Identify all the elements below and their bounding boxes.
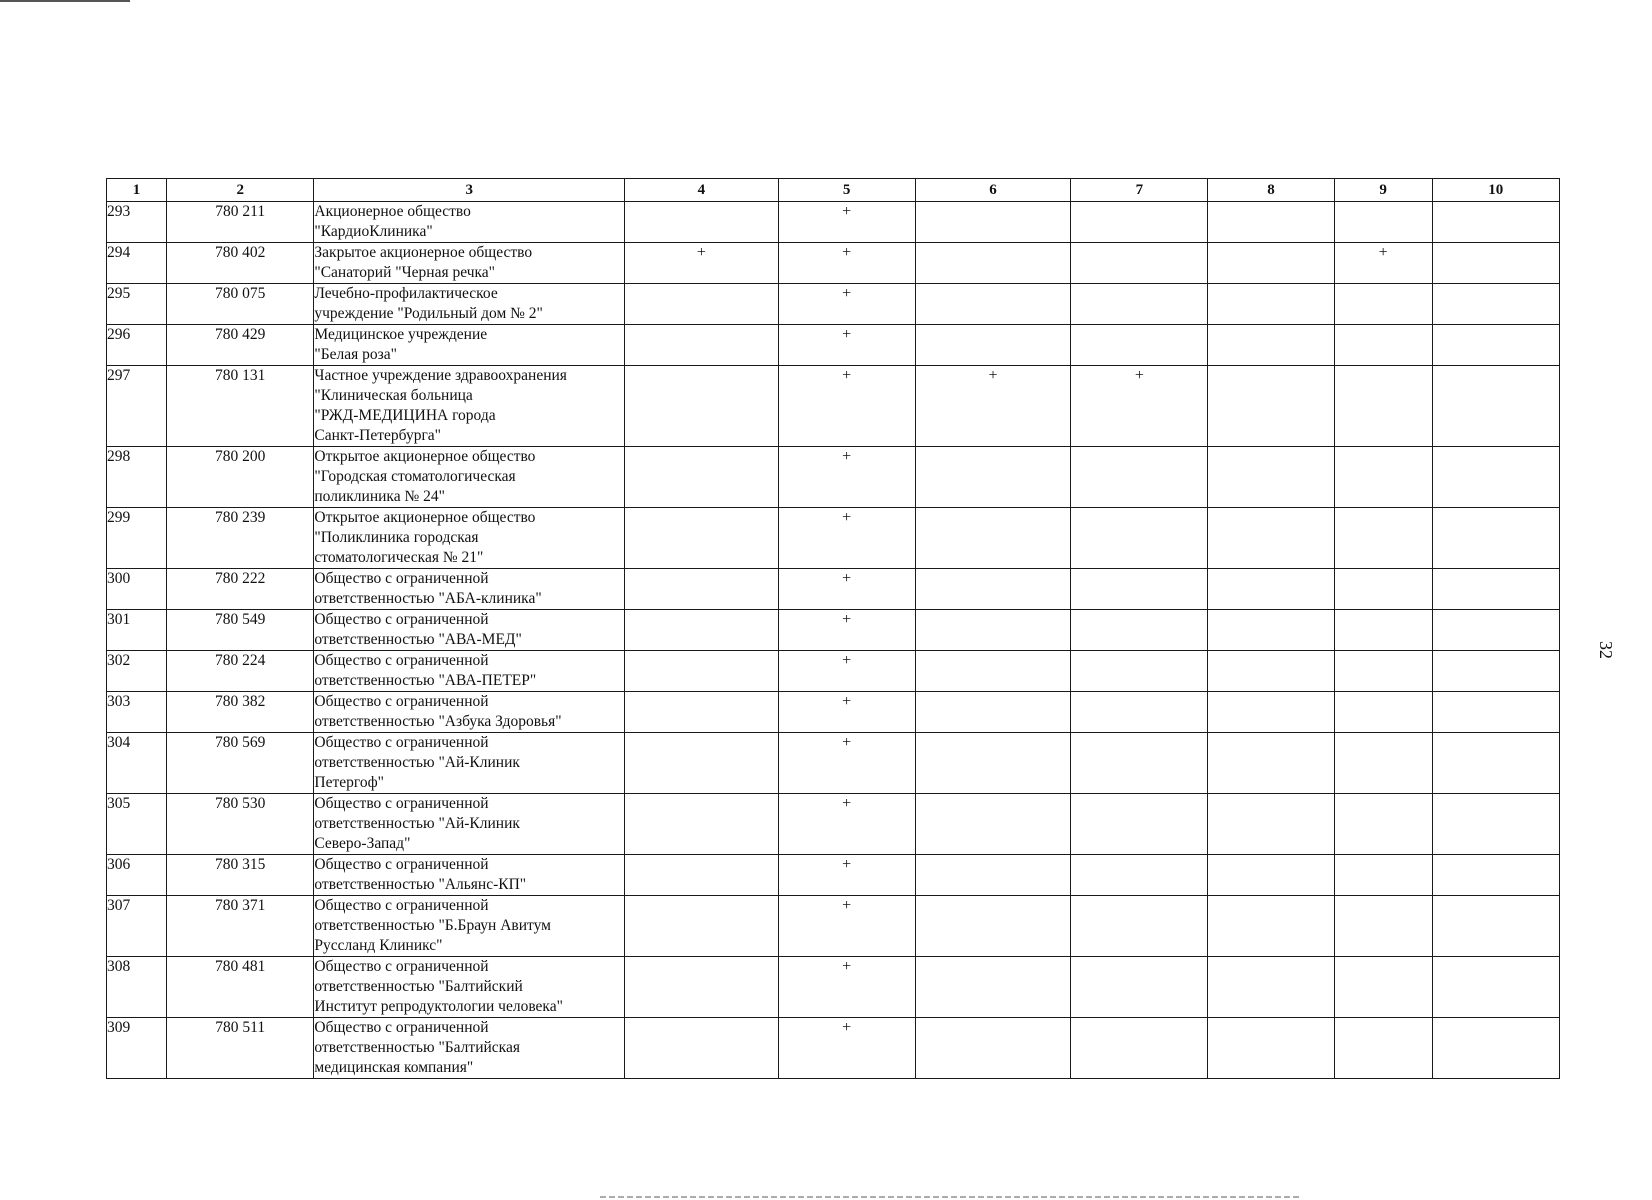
column-header-9: 9 [1334,179,1432,202]
mark-cell-col-8 [1208,610,1334,651]
mark-cell-col-10 [1432,243,1559,284]
mark-cell-col-6 [915,896,1071,957]
table-row [107,733,1560,794]
row-number: 304 [107,733,167,794]
organization-name: Открытое акционерное общество "Поликлиника городская стоматологическая № 21" [314,508,625,569]
organization-code: 780 402 [167,243,314,284]
mark-cell-col-5: + [778,325,915,366]
mark-cell-col-7 [1071,692,1208,733]
organization-name: Общество с ограниченной ответственностью "Ай-Клиник Петергоф" [314,733,625,794]
mark-cell-col-8 [1208,1018,1334,1079]
mark-cell-col-5: + [778,651,915,692]
mark-cell-col-9 [1334,366,1432,447]
column-header-5: 5 [778,179,915,202]
organization-name: Общество с ограниченной ответственностью "Б.Браун Авитум Руссланд Клиникс" [314,896,625,957]
mark-cell-col-8 [1208,569,1334,610]
mark-cell-col-5: + [778,366,915,447]
mark-cell-col-5: + [778,1018,915,1079]
mark-cell-col-4 [624,1018,778,1079]
organization-code: 780 569 [167,733,314,794]
mark-cell-col-8 [1208,366,1334,447]
mark-cell-col-10 [1432,1018,1559,1079]
mark-cell-col-10 [1432,610,1559,651]
mark-cell-col-4 [624,366,778,447]
organization-name: Общество с ограниченной ответственностью "Ай-Клиник Северо-Запад" [314,794,625,855]
table-row [107,325,1560,366]
row-number: 298 [107,447,167,508]
organization-name: Общество с ограниченной ответственностью "Балтийский Институт репродуктологии человека" [314,957,625,1018]
table-row [107,692,1560,733]
mark-cell-col-4 [624,202,778,243]
organization-code: 780 315 [167,855,314,896]
mark-cell-col-9 [1334,447,1432,508]
mark-cell-col-10 [1432,366,1559,447]
mark-cell-col-9 [1334,733,1432,794]
scan-bottom-mark [600,1196,1300,1198]
organization-name: Медицинское учреждение "Белая роза" [314,325,625,366]
organization-code: 780 382 [167,692,314,733]
mark-cell-col-5: + [778,957,915,1018]
organization-code: 780 222 [167,569,314,610]
scan-edge-mark [0,0,130,2]
organization-code: 780 530 [167,794,314,855]
mark-cell-col-7 [1071,957,1208,1018]
mark-cell-col-9 [1334,651,1432,692]
mark-cell-col-6 [915,692,1071,733]
mark-cell-col-8 [1208,692,1334,733]
row-number: 301 [107,610,167,651]
mark-cell-col-10 [1432,692,1559,733]
column-header-7: 7 [1071,179,1208,202]
organization-name: Общество с ограниченной ответственностью "АБА-клиника" [314,569,625,610]
organization-name: Закрытое акционерное общество "Санаторий "Черная речка" [314,243,625,284]
row-number: 307 [107,896,167,957]
column-header-1: 1 [107,179,167,202]
mark-cell-col-5: + [778,610,915,651]
table-row [107,243,1560,284]
mark-cell-col-8 [1208,447,1334,508]
mark-cell-col-10 [1432,896,1559,957]
organization-code: 780 131 [167,366,314,447]
row-number: 295 [107,284,167,325]
organization-code: 780 481 [167,957,314,1018]
mark-cell-col-5: + [778,447,915,508]
table-row [107,508,1560,569]
table-row [107,366,1560,447]
table-row [107,447,1560,508]
header-row [107,179,1560,202]
organization-name: Общество с ограниченной ответственностью "Азбука Здоровья" [314,692,625,733]
organization-name: Частное учреждение здравоохранения "Клиническая больница "РЖД-МЕДИЦИНА города Санкт-Петербурга" [314,366,625,447]
column-header-4: 4 [624,179,778,202]
mark-cell-col-6 [915,325,1071,366]
mark-cell-col-6 [915,447,1071,508]
mark-cell-col-8 [1208,243,1334,284]
mark-cell-col-7 [1071,569,1208,610]
mark-cell-col-9 [1334,508,1432,569]
table-row [107,202,1560,243]
table-row [107,569,1560,610]
mark-cell-col-4 [624,325,778,366]
table-row [107,1018,1560,1079]
mark-cell-col-4 [624,447,778,508]
organization-code: 780 200 [167,447,314,508]
mark-cell-col-8 [1208,733,1334,794]
mark-cell-col-4 [624,508,778,569]
mark-cell-col-5: + [778,855,915,896]
mark-cell-col-7 [1071,243,1208,284]
table-row [107,284,1560,325]
mark-cell-col-8 [1208,957,1334,1018]
mark-cell-col-6 [915,202,1071,243]
mark-cell-col-6 [915,284,1071,325]
mark-cell-col-8 [1208,855,1334,896]
table-row [107,610,1560,651]
mark-cell-col-7 [1071,855,1208,896]
row-number: 296 [107,325,167,366]
mark-cell-col-9 [1334,284,1432,325]
mark-cell-col-9 [1334,794,1432,855]
row-number: 302 [107,651,167,692]
mark-cell-col-8 [1208,284,1334,325]
organization-name: Лечебно-профилактическое учреждение "Родильный дом № 2" [314,284,625,325]
mark-cell-col-4 [624,794,778,855]
mark-cell-col-9 [1334,202,1432,243]
row-number: 294 [107,243,167,284]
organization-code: 780 075 [167,284,314,325]
table-row [107,957,1560,1018]
mark-cell-col-9 [1334,855,1432,896]
mark-cell-col-6 [915,651,1071,692]
mark-cell-col-10 [1432,794,1559,855]
mark-cell-col-4 [624,896,778,957]
organization-name: Общество с ограниченной ответственностью "Альянс-КП" [314,855,625,896]
mark-cell-col-6 [915,794,1071,855]
mark-cell-col-6 [915,1018,1071,1079]
mark-cell-col-9 [1334,610,1432,651]
mark-cell-col-10 [1432,733,1559,794]
mark-cell-col-7 [1071,896,1208,957]
mark-cell-col-10 [1432,325,1559,366]
row-number: 299 [107,508,167,569]
mark-cell-col-4 [624,284,778,325]
mark-cell-col-8 [1208,794,1334,855]
column-header-8: 8 [1208,179,1334,202]
mark-cell-col-8 [1208,651,1334,692]
row-number: 308 [107,957,167,1018]
mark-cell-col-6 [915,569,1071,610]
mark-cell-col-4 [624,733,778,794]
mark-cell-col-6 [915,243,1071,284]
organization-name: Общество с ограниченной ответственностью "АВА-ПЕТЕР" [314,651,625,692]
mark-cell-col-7 [1071,508,1208,569]
mark-cell-col-4 [624,610,778,651]
mark-cell-col-7 [1071,610,1208,651]
organization-code: 780 211 [167,202,314,243]
row-number: 297 [107,366,167,447]
mark-cell-col-6 [915,957,1071,1018]
organization-code: 780 511 [167,1018,314,1079]
mark-cell-col-9 [1334,692,1432,733]
row-number: 309 [107,1018,167,1079]
table-row [107,896,1560,957]
organization-name: Общество с ограниченной ответственностью "АВА-МЕД" [314,610,625,651]
mark-cell-col-10 [1432,202,1559,243]
table-row [107,794,1560,855]
mark-cell-col-10 [1432,508,1559,569]
mark-cell-col-5: + [778,733,915,794]
column-header-3: 3 [314,179,625,202]
mark-cell-col-10 [1432,569,1559,610]
mark-cell-col-9 [1334,325,1432,366]
mark-cell-col-6 [915,733,1071,794]
mark-cell-col-7 [1071,651,1208,692]
page-number: 32 [1596,641,1616,659]
table-body [107,202,1560,1079]
mark-cell-col-4 [624,569,778,610]
mark-cell-col-4 [624,692,778,733]
mark-cell-col-7 [1071,794,1208,855]
organization-code: 780 239 [167,508,314,569]
mark-cell-col-10 [1432,447,1559,508]
mark-cell-col-9 [1334,896,1432,957]
mark-cell-col-7 [1071,447,1208,508]
mark-cell-col-7 [1071,325,1208,366]
mark-cell-col-7: + [1071,366,1208,447]
organization-code: 780 549 [167,610,314,651]
mark-cell-col-9 [1334,957,1432,1018]
mark-cell-col-8 [1208,325,1334,366]
organization-code: 780 224 [167,651,314,692]
row-number: 305 [107,794,167,855]
mark-cell-col-8 [1208,896,1334,957]
column-header-10: 10 [1432,179,1559,202]
mark-cell-col-10 [1432,855,1559,896]
mark-cell-col-6: + [915,366,1071,447]
mark-cell-col-4 [624,651,778,692]
mark-cell-col-5: + [778,243,915,284]
mark-cell-col-4 [624,855,778,896]
mark-cell-col-5: + [778,202,915,243]
mark-cell-col-7 [1071,284,1208,325]
mark-cell-col-8 [1208,508,1334,569]
mark-cell-col-7 [1071,1018,1208,1079]
column-header-2: 2 [167,179,314,202]
registry-table [106,178,1560,1079]
mark-cell-col-6 [915,855,1071,896]
mark-cell-col-5: + [778,508,915,569]
row-number: 306 [107,855,167,896]
row-number: 293 [107,202,167,243]
mark-cell-col-5: + [778,794,915,855]
mark-cell-col-10 [1432,284,1559,325]
mark-cell-col-5: + [778,569,915,610]
mark-cell-col-6 [915,508,1071,569]
table-row [107,651,1560,692]
mark-cell-col-5: + [778,284,915,325]
mark-cell-col-9 [1334,1018,1432,1079]
mark-cell-col-6 [915,610,1071,651]
organization-code: 780 429 [167,325,314,366]
mark-cell-col-9: + [1334,243,1432,284]
mark-cell-col-4 [624,957,778,1018]
mark-cell-col-4: + [624,243,778,284]
mark-cell-col-10 [1432,957,1559,1018]
mark-cell-col-10 [1432,651,1559,692]
mark-cell-col-5: + [778,896,915,957]
table-row [107,855,1560,896]
organization-name: Акционерное общество "КардиоКлиника" [314,202,625,243]
mark-cell-col-7 [1071,202,1208,243]
column-header-6: 6 [915,179,1071,202]
mark-cell-col-7 [1071,733,1208,794]
organization-name: Общество с ограниченной ответственностью "Балтийская медицинская компания" [314,1018,625,1079]
row-number: 300 [107,569,167,610]
organization-code: 780 371 [167,896,314,957]
mark-cell-col-9 [1334,569,1432,610]
mark-cell-col-8 [1208,202,1334,243]
organization-name: Открытое акционерное общество "Городская стоматологическая поликлиника № 24" [314,447,625,508]
mark-cell-col-5: + [778,692,915,733]
row-number: 303 [107,692,167,733]
